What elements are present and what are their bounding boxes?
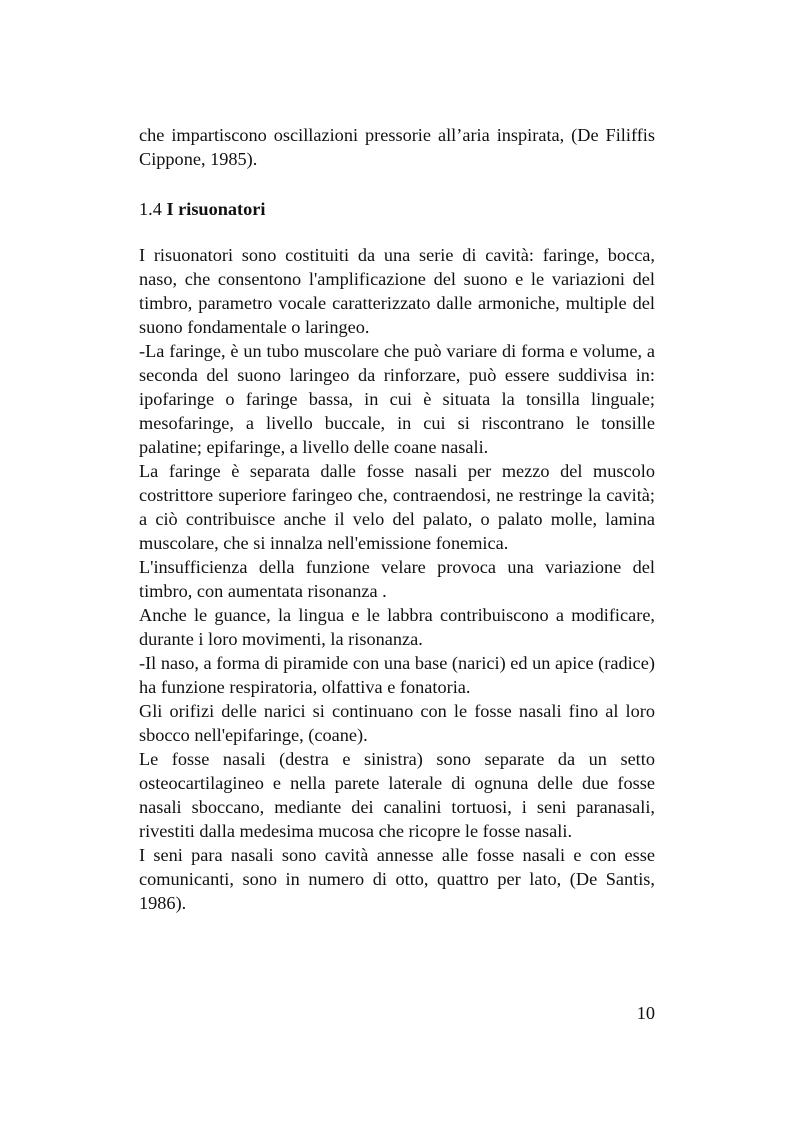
paragraph-faringe: -La faringe, è un tubo muscolare che può variare di forma e volume, a seconda del suono laringeo da rinforzare, può essere suddivisa in: ipofaringe o faringe bassa, in cui è situata la tonsilla linguale; mesofaringe, a livello buccale, in cui si riscontrano le tonsille palatine; epifaringe, a livello delle coane nasali.	[139, 341, 655, 457]
paragraph-seni-paranasali: I seni para nasali sono cavità annesse alle fosse nasali e con esse comunicanti, sono in numero di otto, quattro per lato, (De Santis, 1986).	[139, 845, 655, 913]
paragraph-risuonatori: I risuonatori sono costituiti da una serie di cavità: faringe, bocca, naso, che consentono l'amplificazione del suono e le variazioni del timbro, parametro vocale caratterizzato dalle armoniche, multiple del suono fondamentale o laringeo.	[139, 245, 655, 337]
intro-text: che impartiscono oscillazioni pressorie all’aria inspirata, (De Filiffis Cippone, 1985).	[139, 125, 655, 169]
paragraph-narici: Gli orifizi delle narici si continuano con le fosse nasali fino al loro sbocco nell'epifaringe, (coane).	[139, 701, 655, 745]
paragraph-guance: Anche le guance, la lingua e le labbra contribuiscono a modificare, durante i loro movimenti, la risonanza.	[139, 605, 655, 649]
page-number: 10	[636, 1003, 655, 1023]
section-number: 1.4	[139, 199, 162, 219]
paragraph-insufficienza: L'insufficienza della funzione velare provoca una variazione del timbro, con aumentata risonanza .	[139, 557, 655, 601]
section-heading	[139, 197, 265, 221]
section-title: I risuonatori	[166, 199, 266, 219]
intro-paragraph	[139, 123, 655, 171]
paragraph-faringe-separata: La faringe è separata dalle fosse nasali per mezzo del muscolo costrittore superiore faringeo che, contraendosi, ne restringe la cavità; a ciò contribuisce anche il velo del palato, o palato molle, lamina muscolare, che si innalza nell'emissione fonemica.	[139, 461, 655, 553]
paragraph-fosse-nasali: Le fosse nasali (destra e sinistra) sono separate da un setto osteocartilagineo e nella parete laterale di ognuna delle due fosse nasali sboccano, mediante dei canalini tortuosi, i seni paranasali, rivestiti dalla medesima mucosa che ricopre le fosse nasali.	[139, 749, 655, 841]
section-body	[139, 243, 655, 915]
paragraph-naso: -Il naso, a forma di piramide con una base (narici) ed un apice (radice) ha funzione respiratoria, olfattiva e fonatoria.	[139, 653, 655, 697]
